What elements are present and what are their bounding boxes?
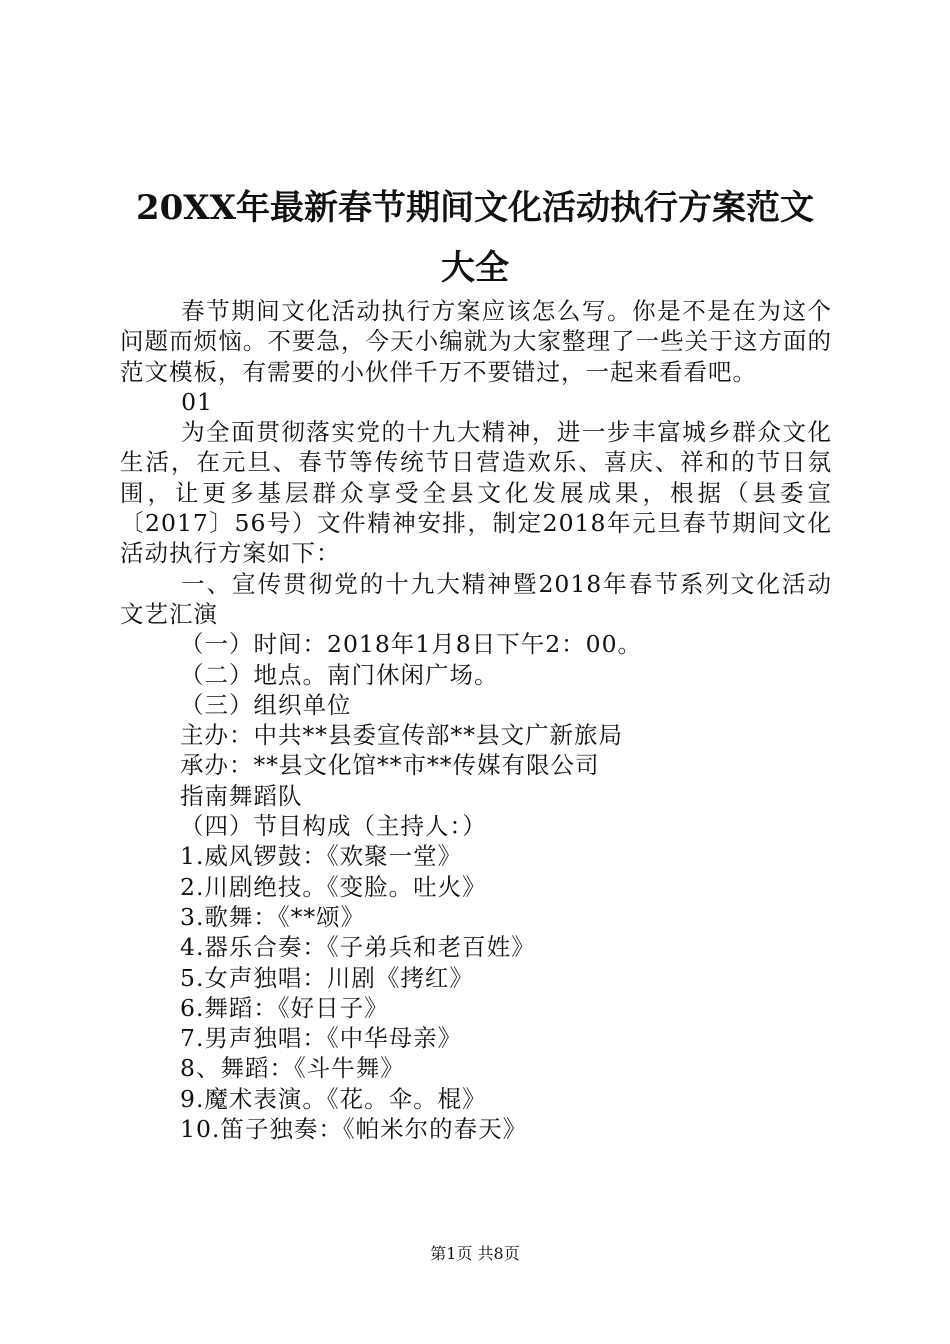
list-item: 2.川剧绝技。《变脸。吐火》 <box>180 872 487 901</box>
list-item: 5.女声独唱：川剧《拷红》 <box>180 963 474 992</box>
list-item: 承办：**县文化馆**市**传媒有限公司 <box>180 751 600 780</box>
list-item: （三）组织单位 <box>180 690 352 719</box>
list-item: 9.魔术表演。《花。伞。棍》 <box>180 1084 487 1113</box>
list-item: 3.歌舞：《**颂》 <box>180 902 366 931</box>
section-number: 01 <box>181 387 213 416</box>
list-item: （二）地点。南门休闲广场。 <box>180 660 499 689</box>
list-item: 指南舞蹈队 <box>180 781 303 810</box>
document-title-line-1: 20XX年最新春节期间文化活动执行方案范文 <box>135 188 815 228</box>
list-item: 8、舞蹈：《斗牛舞》 <box>180 1054 405 1083</box>
list-item: （一）时间：2018年1月8日下午2：00。 <box>180 630 643 659</box>
list-item: 10.笛子独奏：《帕米尔的春天》 <box>180 1115 528 1144</box>
document-body <box>120 296 832 1144</box>
list-item: （四）节目构成（主持人：） <box>180 812 487 841</box>
document-title-line-2: 大全 <box>441 248 509 288</box>
body-paragraph-2: 一、宣传贯彻党的十九大精神暨2018年春节系列文化活动文艺汇演 <box>120 569 832 628</box>
list-item: 4.器乐合奏：《子弟兵和老百姓》 <box>180 933 536 962</box>
intro-paragraph: 春节期间文化活动执行方案应该怎么写。你是不是在为这个问题而烦恼。不要急，今天小编就为大家整理了一些关于这方面的范文模板，有需要的小伙伴千万不要错过，一起来看看吧。 <box>120 297 832 386</box>
list-item: 主办：中共**县委宣传部**县文广新旅局 <box>180 721 623 750</box>
list-item: 1.威风锣鼓：《欢聚一堂》 <box>180 842 463 871</box>
list-item: 7.男声独唱：《中华母亲》 <box>180 1024 463 1053</box>
body-paragraph-1: 为全面贯彻落实党的十九大精神，进一步丰富城乡群众文化生活，在元旦、春节等传统节日营造欢乐、喜庆、祥和的节日氛围，让更多基层群众享受全县文化发展成果，根据（县委宣〔2017〕56号）文件精神安排，制定2018年元旦春节期间文化活动执行方案如下： <box>120 418 832 568</box>
list-item: 6.舞蹈：《好日子》 <box>180 993 389 1022</box>
page-footer: 第1页 共8页 <box>430 1244 520 1263</box>
